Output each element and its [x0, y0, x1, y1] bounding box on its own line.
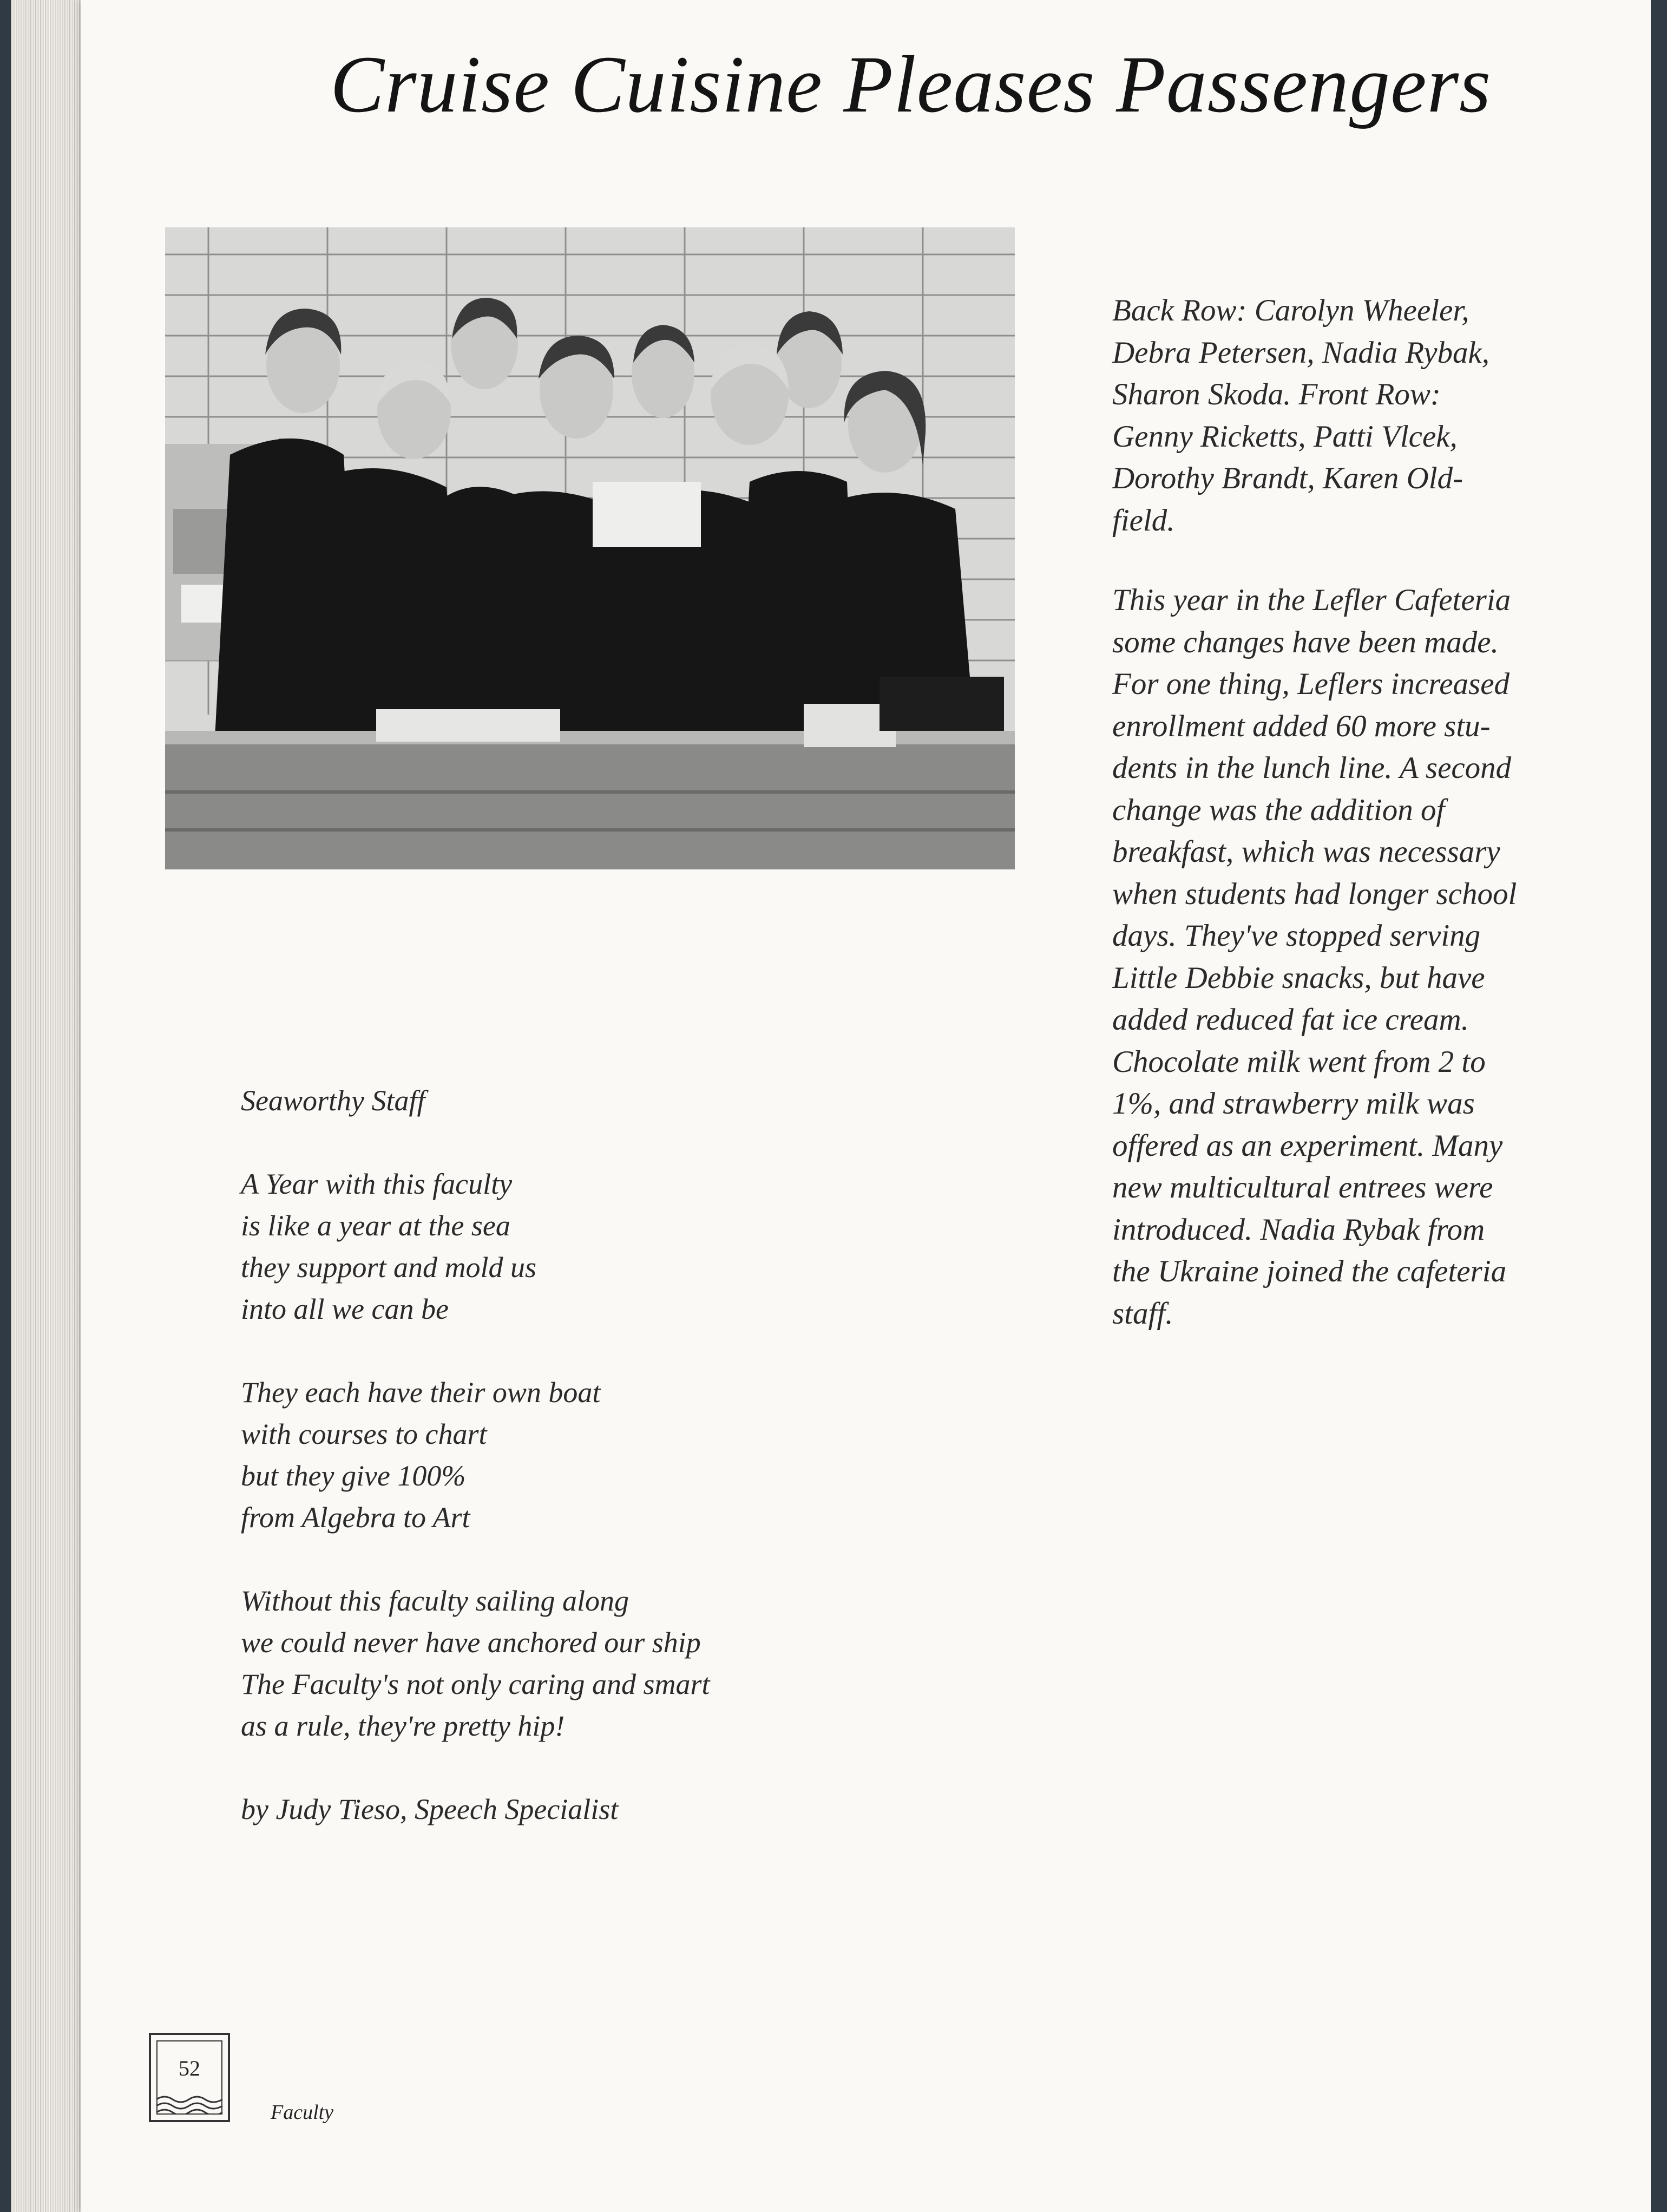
- article-line: enrollment added 60 more stu-: [1112, 709, 1491, 743]
- poem-line: into all we can be: [241, 1293, 449, 1325]
- article-line: new multicultural entrees were: [1112, 1170, 1493, 1205]
- caption-line: field.: [1112, 503, 1175, 538]
- article-line: days. They've stopped serving: [1112, 919, 1481, 953]
- caption-line: Back Row: Carolyn Wheeler,: [1112, 293, 1469, 328]
- article-line: 1%, and strawberry milk was: [1112, 1087, 1475, 1121]
- staff-photo-image: [165, 227, 1015, 869]
- poem-line: with courses to chart: [241, 1418, 487, 1450]
- article-line: added reduced fat ice cream.: [1112, 1003, 1469, 1037]
- poem-title: Seaworthy Staff: [241, 1084, 425, 1117]
- poem-line: they support and mold us: [241, 1251, 536, 1284]
- poem-line: we could never have anchored our ship: [241, 1626, 701, 1659]
- article-line: offered as an experiment. Many: [1112, 1128, 1503, 1163]
- article-line: the Ukraine joined the cafeteria: [1112, 1254, 1507, 1288]
- article-line: breakfast, which was necessary: [1112, 835, 1500, 869]
- article-line: Little Debbie snacks, but have: [1112, 960, 1485, 995]
- article-line: change was the addition of: [1112, 793, 1445, 827]
- article-line: introduced. Nadia Rybak from: [1112, 1212, 1485, 1247]
- article-line: This year in the Lefler Cafeteria: [1112, 583, 1511, 617]
- poem-line: is like a year at the sea: [241, 1209, 510, 1242]
- poem: [241, 1080, 917, 1830]
- page-title: Cruise Cuisine Pleases Passengers: [330, 40, 1492, 129]
- caption-line: Sharon Skoda. Front Row:: [1112, 377, 1441, 411]
- yearbook-page: [81, 0, 1651, 2212]
- page-edges: [11, 0, 92, 2212]
- poem-line: They each have their own boat: [241, 1376, 601, 1409]
- poem-line: from Algebra to Art: [241, 1501, 470, 1534]
- poem-line: Without this faculty sailing along: [241, 1585, 629, 1617]
- poem-line: A Year with this faculty: [241, 1168, 513, 1200]
- poem-byline: by Judy Tieso, Speech Specialist: [241, 1793, 619, 1825]
- article-line: dents in the lunch line. A second: [1112, 751, 1512, 785]
- article-line: staff.: [1112, 1296, 1173, 1331]
- page-number-box: [149, 2033, 230, 2122]
- page-number: 52: [179, 2056, 200, 2080]
- article-line: Chocolate milk went from 2 to: [1112, 1044, 1486, 1079]
- staff-photo: [165, 227, 1015, 869]
- article-line: some changes have been made.: [1112, 625, 1499, 659]
- article-line: when students had longer school: [1112, 876, 1517, 911]
- photo-caption: [1112, 290, 1626, 541]
- caption-line: Dorothy Brandt, Karen Old-: [1112, 461, 1463, 495]
- poem-line: The Faculty's not only caring and smart: [241, 1668, 710, 1700]
- poem-line: but they give 100%: [241, 1460, 466, 1492]
- caption-line: Debra Petersen, Nadia Rybak,: [1112, 335, 1490, 370]
- poem-line: as a rule, they're pretty hip!: [241, 1710, 565, 1742]
- caption-line: Genny Ricketts, Patti Vlcek,: [1112, 419, 1458, 454]
- section-name: Faculty: [271, 2101, 334, 2124]
- article-body: [1112, 579, 1626, 1334]
- wave-icon: [155, 2093, 224, 2115]
- article-line: For one thing, Leflers increased: [1112, 667, 1510, 701]
